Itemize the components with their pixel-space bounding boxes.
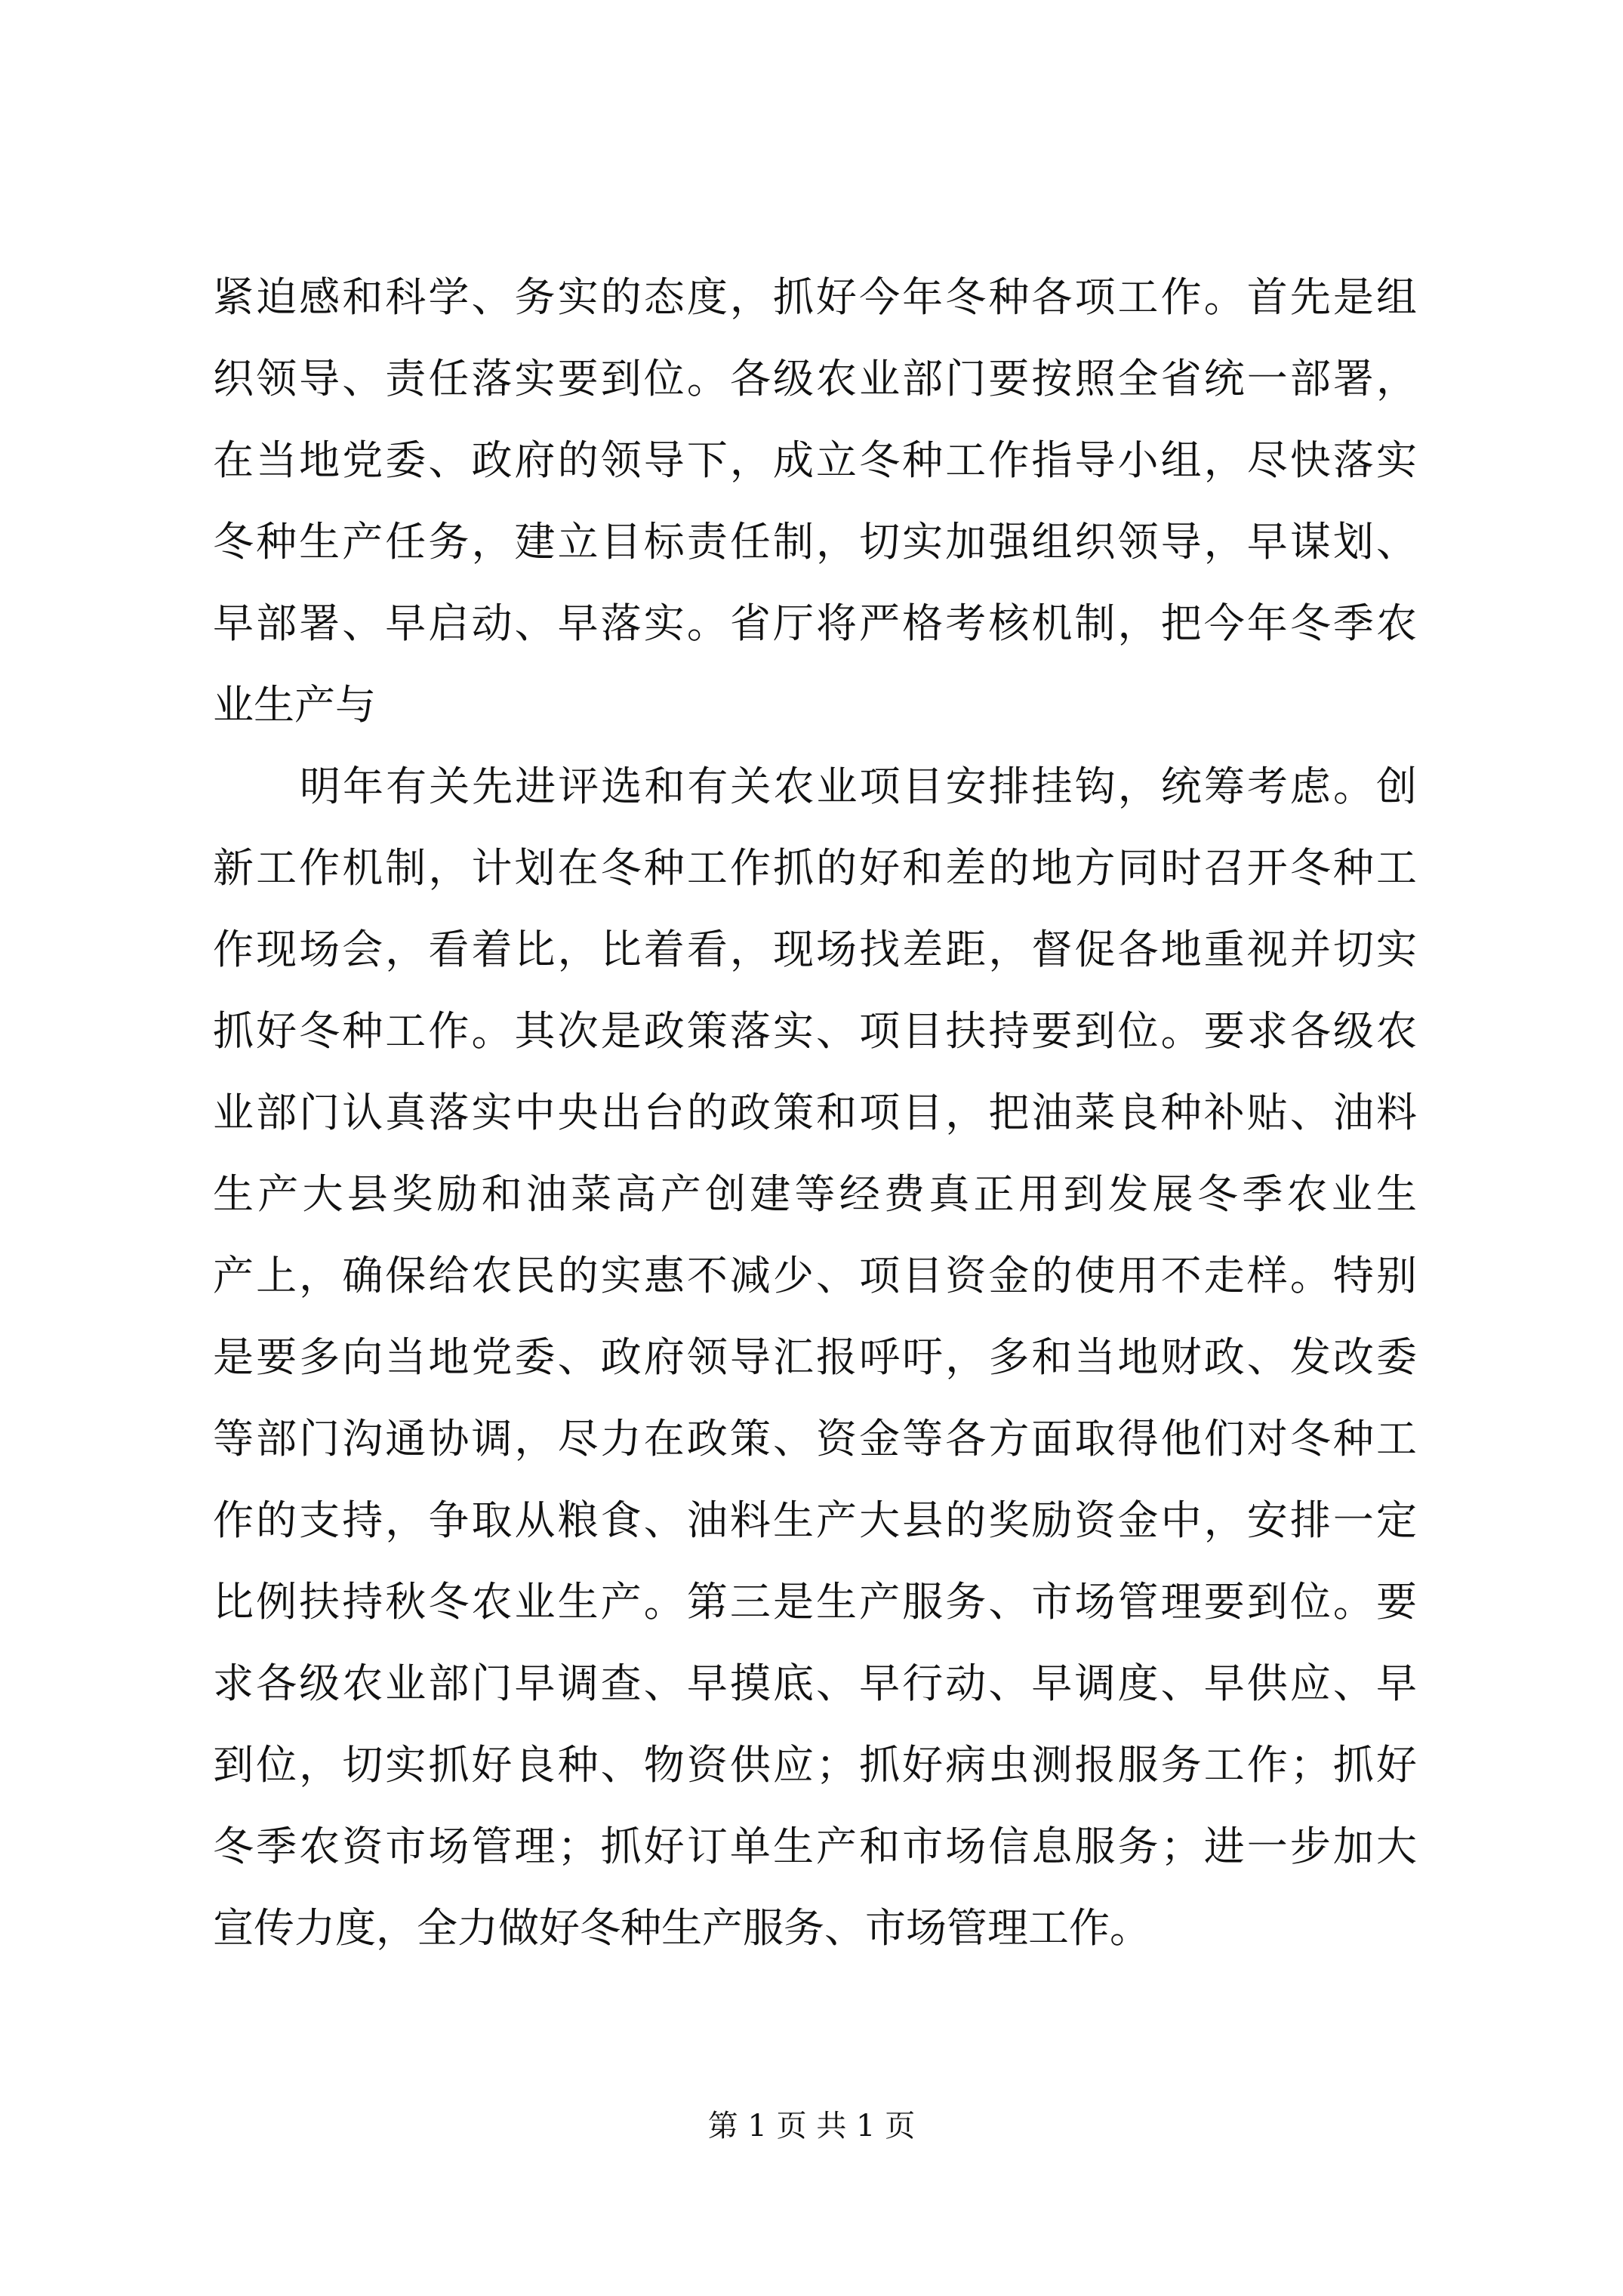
text-line: 作的支持，争取从粮食、油料生产大县的奖励资金中，安排一定 (213, 1496, 1417, 1544)
text-line: 作现场会，看着比，比着看，现场找差距，督促各地重视并切实 (213, 926, 1417, 973)
text-line: 织领导、责任落实要到位。各级农业部门要按照全省统一部署， (213, 355, 1417, 402)
text-line: 业部门认真落实中央出台的政策和项目，把油菜良种补贴、油料 (213, 1089, 1417, 1136)
text-line: 抓好冬种工作。其次是政策落实、项目扶持要到位。要求各级农 (213, 1007, 1417, 1055)
text-line: 紧迫感和科学、务实的态度，抓好今年冬种各项工作。首先是组 (213, 273, 1417, 321)
page-footer: 第 1 页 共 1 页 (707, 2109, 916, 2143)
text-line: 冬种生产任务，建立目标责任制，切实加强组织领导，早谋划、 (213, 518, 1417, 566)
text-line: 在当地党委、政府的领导下，成立冬种工作指导小组，尽快落实 (213, 436, 1417, 484)
text-line: 比例扶持秋冬农业生产。第三是生产服务、市场管理要到位。要 (213, 1578, 1417, 1626)
text-line: 到位，切实抓好良种、物资供应；抓好病虫测报服务工作；抓好 (213, 1741, 1417, 1789)
text-line: 冬季农资市场管理；抓好订单生产和市场信息服务；进一步加大 (213, 1823, 1417, 1870)
text-line: 求各级农业部门早调查、早摸底、早行动、早调度、早供应、早 (213, 1660, 1417, 1707)
text-line: 产上，确保给农民的实惠不减少、项目资金的使用不走样。特别 (213, 1252, 1417, 1299)
text-line: 业生产与 (213, 681, 376, 729)
document-body (213, 257, 1417, 1969)
text-line: 宣传力度，全力做好冬种生产服务、市场管理工作。 (213, 1904, 1150, 1952)
text-line: 等部门沟通协调，尽力在政策、资金等各方面取得他们对冬种工 (213, 1415, 1417, 1462)
text-line: 新工作机制，计划在冬种工作抓的好和差的地方同时召开冬种工 (213, 844, 1417, 892)
paragraph-first-line: 明年有关先进评选和有关农业项目安排挂钩，统筹考虑。创 (300, 763, 1417, 810)
text-line: 是要多向当地党委、政府领导汇报呼吁，多和当地财政、发改委 (213, 1333, 1417, 1381)
text-line: 早部署、早启动、早落实。省厅将严格考核机制，把今年冬季农 (213, 599, 1417, 647)
text-line: 生产大县奖励和油菜高产创建等经费真正用到发展冬季农业生 (213, 1170, 1417, 1218)
